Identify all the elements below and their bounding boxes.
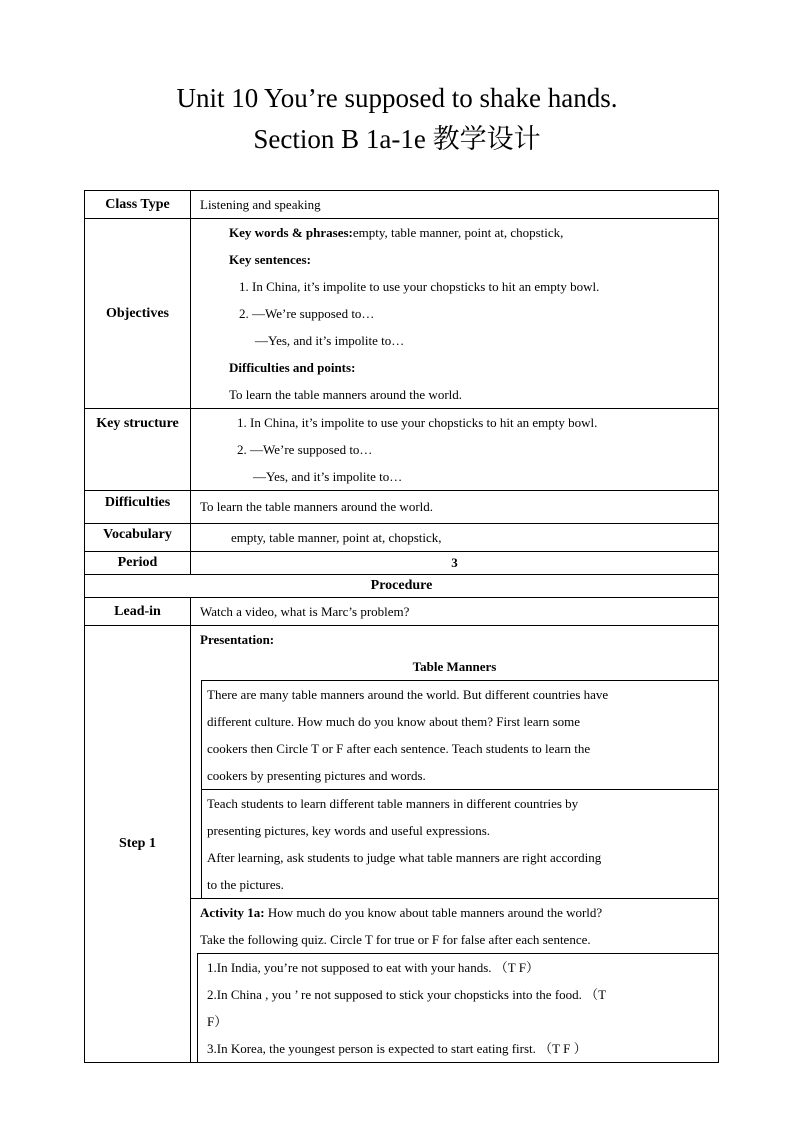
lesson-plan-table [84, 190, 719, 1063]
value-vocabulary: empty, table manner, point at, chopstick, [191, 524, 719, 552]
objectives-sentence-1: 1. In China, it’s impolite to use your chopsticks to hit an empty bowl. [239, 279, 600, 294]
document-title-line1: Unit 10 You’re supposed to shake hands. [176, 83, 618, 113]
value-class-type: Listening and speaking [191, 191, 719, 219]
presentation-box-1 [202, 681, 718, 790]
key-structure-sentence-2: 2. —We’re supposed to… [237, 442, 373, 457]
box1-line: different culture. How much do you know about them? First learn some [207, 714, 581, 729]
activity-1a-instruction: Take the following quiz. Circle T for true or F for false after each sentence. [200, 932, 591, 947]
objectives-content [191, 219, 719, 409]
row-period [85, 552, 719, 575]
row-difficulties [85, 491, 719, 524]
key-structure-sentence-1: 1. In China, it’s impolite to use your chopsticks to hit an empty bowl. [237, 415, 598, 430]
box2-line: After learning, ask students to judge what table manners are right according [207, 850, 602, 865]
row-vocabulary [85, 524, 719, 552]
presentation-box-2 [202, 790, 718, 898]
row-objectives [85, 219, 719, 409]
box1-line: cookers by presenting pictures and words. [207, 768, 426, 783]
key-structure-content [191, 409, 719, 491]
quiz-item-1: 1.In India, you’re not supposed to eat with your hands. （T F） [207, 960, 539, 975]
table-manners-heading: Table Manners [412, 659, 497, 674]
activity-1a-question: How much do you know about table manners around the world? [264, 905, 603, 920]
procedure-heading: Procedure [85, 575, 719, 598]
value-difficulties: To learn the table manners around the world. [191, 491, 719, 524]
objectives-sentence-3: —Yes, and it’s impolite to… [255, 333, 405, 348]
objectives-sentence-2: 2. —We’re supposed to… [239, 306, 375, 321]
key-structure-sentence-3: —Yes, and it’s impolite to… [253, 469, 403, 484]
presentation-label: Presentation: [200, 632, 275, 647]
row-lead-in [85, 598, 719, 626]
quiz-item-2: 2.In China , you ’ re not supposed to stick your chopsticks into the food. （T [207, 987, 607, 1002]
row-step-1 [85, 626, 719, 1063]
box1-line: There are many table manners around the world. But different countries have [207, 687, 609, 702]
objectives-difficulties-label: Difficulties and points: [229, 360, 356, 375]
activity-1a-label: Activity 1a: [200, 905, 265, 920]
step-1-content [191, 626, 719, 1063]
quiz-box [197, 953, 718, 1062]
activity-1a [191, 898, 718, 953]
label-step-1: Step 1 [85, 626, 191, 1063]
quiz-item-2-cont: F） [207, 1014, 228, 1029]
label-difficulties: Difficulties [85, 491, 191, 524]
presentation-boxes [201, 680, 718, 898]
box2-line: Teach students to learn different table manners in different countries by [207, 796, 579, 811]
value-lead-in: Watch a video, what is Marc’s problem? [191, 598, 719, 626]
label-vocabulary: Vocabulary [85, 524, 191, 552]
label-lead-in: Lead-in [85, 598, 191, 626]
objectives-keywords [191, 219, 718, 246]
label-class-type: Class Type [85, 191, 191, 219]
box1-line: cookers then Circle T or F after each sentence. Teach students to learn the [207, 741, 591, 756]
keywords-label: Key words & phrases: [229, 225, 353, 240]
label-objectives: Objectives [85, 219, 191, 409]
box2-line: to the pictures. [207, 877, 284, 892]
row-class-type [85, 191, 719, 219]
row-key-structure [85, 409, 719, 491]
row-procedure [85, 575, 719, 598]
objectives-difficulties-value: To learn the table manners around the world. [229, 387, 463, 402]
value-period: 3 [191, 552, 719, 575]
quiz-item-3: 3.In Korea, the youngest person is expected to start eating first. （T F ） [207, 1041, 587, 1056]
keywords-value: empty, table manner, point at, chopstick, [352, 225, 564, 240]
objectives-key-sentences-label: Key sentences: [229, 252, 311, 267]
label-period: Period [85, 552, 191, 575]
label-key-structure: Key structure [85, 409, 191, 491]
box2-line: presenting pictures, key words and useful expressions. [207, 823, 491, 838]
document-title-line2: Section B 1a-1e 教学设计 [253, 124, 541, 154]
